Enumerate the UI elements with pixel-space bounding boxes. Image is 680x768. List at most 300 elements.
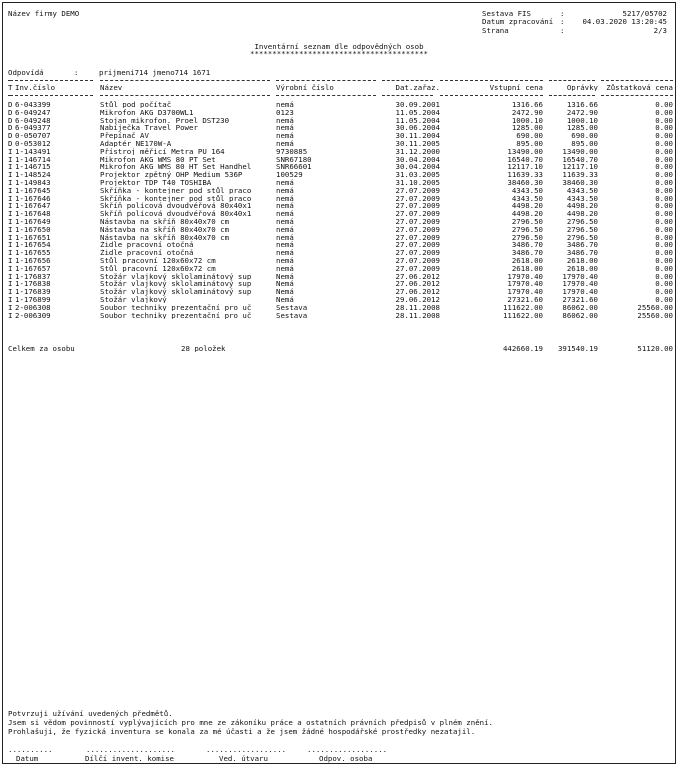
table-row — [8, 241, 674, 249]
confirmation-line: Prohlašuji, že fyzická inventura se konala za mé účasti a že jsem žádné hospodářské prostředky nezatajil. — [8, 727, 476, 736]
col-name: Název — [100, 84, 123, 92]
cell-type: I — [8, 303, 13, 312]
cell-type: I — [8, 256, 13, 265]
cell-input-price: 4343.50 — [511, 194, 543, 202]
cell-date: 31.03.2005 — [395, 171, 440, 179]
meta-value: 04.03.2020 13:20:45 — [582, 17, 667, 27]
cell-serial-number: Nemá — [276, 288, 294, 296]
header-rule — [8, 80, 13, 81]
header-rule — [382, 80, 433, 81]
cell-residual-price: 0.00 — [655, 178, 673, 187]
cell-type: I — [8, 217, 13, 226]
total-input-price: 442660.19 — [502, 345, 543, 353]
cell-serial-number: 0123 — [276, 108, 294, 117]
report-page — [2, 2, 676, 764]
cell-type: D — [8, 124, 13, 132]
cell-date: 27.07.2009 — [395, 217, 440, 226]
cell-name: Stůl pracovní 120x60x72 cm — [100, 256, 216, 265]
cell-date: 27.07.2009 — [395, 249, 440, 257]
signature-dots: .......... — [8, 745, 53, 754]
cell-input-price: 2618.00 — [511, 264, 543, 273]
cell-depreciation: 1285.00 — [566, 124, 598, 132]
cell-residual-price: 25560.00 — [637, 311, 673, 319]
cell-depreciation: 86062.00 — [562, 311, 598, 319]
cell-input-price: 4343.50 — [511, 186, 543, 195]
cell-input-price: 17970.40 — [507, 280, 543, 288]
cell-serial-number: SNR67180 — [276, 155, 312, 163]
table-row — [8, 273, 674, 281]
cell-input-price: 27321.60 — [507, 295, 543, 304]
responsible-label: Odpovídá — [8, 68, 44, 77]
cell-input-price: 1316.66 — [511, 101, 543, 109]
col-serial-number: Výrobní číslo — [276, 84, 334, 92]
cell-name: Nástavba na skříň 80x40x70 cm — [100, 233, 230, 241]
cell-depreciation: 2618.00 — [566, 256, 598, 265]
header-rule — [601, 80, 673, 81]
cell-inventory-number: 1-167656 — [15, 256, 51, 265]
meta-colon: : — [560, 9, 565, 18]
cell-depreciation: 27321.60 — [562, 295, 598, 304]
cell-inventory-number: 1-167648 — [15, 210, 51, 218]
cell-residual-price: 0.00 — [655, 280, 673, 288]
cell-depreciation: 4343.50 — [566, 194, 598, 202]
cell-date: 30.11.2004 — [395, 132, 440, 140]
cell-serial-number: Nemá — [276, 280, 294, 288]
cell-type: D — [8, 101, 13, 109]
cell-type: I — [8, 186, 13, 195]
cell-residual-price: 0.00 — [655, 249, 673, 257]
cell-serial-number: Sestava — [276, 311, 308, 319]
table-row — [8, 195, 674, 203]
header-rule — [276, 80, 376, 81]
cell-date: 30.06.2004 — [395, 124, 440, 132]
cell-residual-price: 0.00 — [655, 147, 673, 156]
cell-depreciation: 2796.50 — [566, 217, 598, 226]
cell-inventory-number: 6-049247 — [15, 108, 51, 117]
table-row — [8, 140, 674, 148]
cell-name: Přepínač AV — [100, 132, 149, 140]
cell-name: Stožár vlajkový — [100, 295, 167, 304]
confirmation-line: Potvrzuji užívání uvedených předmětů. — [8, 709, 173, 718]
cell-depreciation: 2472.90 — [566, 108, 598, 117]
cell-inventory-number: 2-006309 — [15, 311, 51, 319]
table-row — [8, 148, 674, 156]
signature-label-responsible: Odpov. osoba — [319, 754, 373, 763]
total-depreciation: 391540.19 — [557, 345, 598, 353]
cell-type: I — [8, 233, 13, 241]
cell-type: I — [8, 147, 13, 156]
cell-inventory-number: 1-176838 — [15, 280, 51, 288]
table-row — [8, 171, 674, 179]
cell-input-price: 895.00 — [516, 139, 543, 148]
cell-residual-price: 0.00 — [655, 233, 673, 241]
cell-serial-number: nemá — [276, 202, 294, 210]
cell-name: Stojan mikrofon. Proel DST230 — [100, 116, 230, 124]
cell-inventory-number: 1-167646 — [15, 194, 51, 202]
cell-inventory-number: 1-148524 — [15, 171, 51, 179]
signature-label-head: Ved. útvaru — [219, 754, 268, 763]
cell-serial-number: nemá — [276, 116, 294, 124]
cell-date: 11.05.2004 — [395, 116, 440, 124]
cell-inventory-number: 0-050707 — [15, 132, 51, 140]
table-row — [8, 304, 674, 312]
signature-label-date: Datum — [16, 754, 39, 763]
cell-input-price: 4498.20 — [511, 210, 543, 218]
cell-inventory-number: 1-146715 — [15, 163, 51, 171]
cell-serial-number: 9730885 — [276, 147, 308, 156]
cell-depreciation: 17970.40 — [562, 272, 598, 280]
cell-input-price: 11639.33 — [507, 171, 543, 179]
cell-date: 27.06.2012 — [395, 288, 440, 296]
cell-input-price: 4498.20 — [511, 202, 543, 210]
cell-inventory-number: 1-176839 — [15, 288, 51, 296]
cell-inventory-number: 1-143491 — [15, 147, 51, 156]
cell-date: 27.07.2009 — [395, 186, 440, 195]
cell-name: Skříňka - kontejner pod stůl praco — [100, 194, 252, 202]
cell-name: Židle pracovní otočná — [100, 241, 194, 249]
cell-type: I — [8, 249, 13, 257]
cell-inventory-number: 1-167650 — [15, 225, 51, 234]
cell-date: 27.07.2009 — [395, 256, 440, 265]
meta-label: Strana — [482, 25, 509, 35]
report-title-underline: **************************************** — [250, 49, 428, 58]
table-row — [8, 280, 674, 288]
cell-depreciation: 12117.10 — [562, 163, 598, 171]
cell-inventory-number: 1-146714 — [15, 155, 51, 163]
cell-date: 27.07.2009 — [395, 264, 440, 273]
header-rule — [440, 95, 543, 96]
cell-date: 27.07.2009 — [395, 194, 440, 202]
cell-type: I — [8, 155, 13, 163]
cell-name: Skříň policová dvoudvéřová 80x40x1 — [100, 202, 252, 210]
cell-serial-number: nemá — [276, 194, 294, 202]
cell-serial-number: nemá — [276, 249, 294, 257]
cell-residual-price: 0.00 — [655, 295, 673, 304]
col-depreciation: Oprávky — [566, 84, 598, 92]
cell-depreciation: 2618.00 — [566, 264, 598, 273]
cell-inventory-number: 1-149843 — [15, 178, 51, 187]
cell-name: Nástavba na skříň 80x40x70 cm — [100, 217, 230, 226]
responsible-value: prijmeni714 jmeno714 1671 — [99, 68, 211, 77]
report-meta — [482, 10, 667, 35]
cell-residual-price: 0.00 — [655, 194, 673, 202]
cell-name: Soubor techniky prezentační pro uč — [100, 311, 252, 319]
cell-type: D — [8, 116, 13, 124]
cell-serial-number: 100529 — [276, 171, 303, 179]
cell-input-price: 2618.00 — [511, 256, 543, 265]
cell-inventory-number: 1-167645 — [15, 186, 51, 195]
meta-colon: : — [560, 25, 565, 35]
table-row — [8, 296, 674, 304]
cell-residual-price: 0.00 — [655, 225, 673, 234]
cell-input-price: 2796.50 — [511, 225, 543, 234]
cell-date: 28.11.2008 — [395, 311, 440, 319]
cell-serial-number: nemá — [276, 241, 294, 249]
cell-inventory-number: 1-176899 — [15, 295, 51, 304]
cell-name: Projektor TDP T40 TOSHIBA — [100, 178, 212, 187]
table-row — [8, 226, 674, 234]
cell-date: 27.07.2009 — [395, 233, 440, 241]
cell-date: 29.06.2012 — [395, 295, 440, 304]
cell-name: Stožár vlajkový sklolaminátový sup — [100, 272, 252, 280]
cell-input-price: 2796.50 — [511, 233, 543, 241]
cell-type: I — [8, 202, 13, 210]
meta-page-number — [482, 27, 667, 35]
cell-input-price: 2796.50 — [511, 217, 543, 226]
cell-serial-number: nemá — [276, 139, 294, 148]
cell-serial-number: nemá — [276, 225, 294, 234]
cell-type: I — [8, 225, 13, 234]
cell-type: I — [8, 311, 13, 319]
col-date: Dat.zařaz. — [395, 84, 440, 92]
cell-type: D — [8, 139, 13, 148]
cell-residual-price: 0.00 — [655, 241, 673, 249]
cell-serial-number: nemá — [276, 210, 294, 218]
cell-serial-number: nemá — [276, 186, 294, 195]
signature-label-commission: Dílčí invent. komise — [85, 754, 174, 763]
cell-input-price: 111622.00 — [502, 303, 543, 312]
cell-residual-price: 0.00 — [655, 163, 673, 171]
cell-depreciation: 38460.30 — [562, 178, 598, 187]
col-inventory-number: Inv.číslo — [15, 84, 56, 92]
cell-type: I — [8, 163, 13, 171]
cell-name: Projektor zpětný OHP Medium 536P — [100, 171, 243, 179]
cell-inventory-number: 1-167655 — [15, 249, 51, 257]
cell-serial-number: nemá — [276, 178, 294, 187]
cell-type: I — [8, 264, 13, 273]
header-rule — [440, 80, 543, 81]
header-rule — [15, 80, 93, 81]
cell-name: Skříňka - kontejner pod stůl praco — [100, 186, 252, 195]
table-row — [8, 109, 674, 117]
cell-serial-number: nemá — [276, 217, 294, 226]
responsible-colon: : — [74, 68, 79, 77]
cell-serial-number: nemá — [276, 264, 294, 273]
cell-date: 27.07.2009 — [395, 241, 440, 249]
table-row — [8, 202, 674, 210]
table-row — [8, 179, 674, 187]
cell-input-price: 690.00 — [516, 132, 543, 140]
cell-depreciation: 13490.00 — [562, 147, 598, 156]
table-row — [8, 187, 674, 195]
cell-residual-price: 25560.00 — [637, 303, 673, 312]
cell-date: 27.07.2009 — [395, 210, 440, 218]
header-rule — [549, 80, 595, 81]
table-row — [8, 124, 674, 132]
cell-depreciation: 17970.40 — [562, 280, 598, 288]
cell-name: Soubor techniky prezentační pro uč — [100, 303, 252, 312]
table-row — [8, 117, 674, 125]
company-name: Název firmy DEMO — [8, 9, 80, 18]
cell-residual-price: 0.00 — [655, 155, 673, 163]
cell-residual-price: 0.00 — [655, 256, 673, 265]
cell-depreciation: 3486.70 — [566, 241, 598, 249]
cell-residual-price: 0.00 — [655, 217, 673, 226]
header-rule — [382, 95, 433, 96]
cell-residual-price: 0.00 — [655, 186, 673, 195]
cell-input-price: 13490.00 — [507, 147, 543, 156]
cell-input-price: 17970.40 — [507, 272, 543, 280]
cell-residual-price: 0.00 — [655, 210, 673, 218]
cell-depreciation: 895.00 — [571, 139, 598, 148]
cell-input-price: 3486.70 — [511, 249, 543, 257]
cell-input-price: 2472.90 — [511, 108, 543, 117]
cell-residual-price: 0.00 — [655, 288, 673, 296]
header-rule — [601, 95, 673, 96]
cell-name: Stůl pracovní 120x60x72 cm — [100, 264, 216, 273]
cell-depreciation: 11639.33 — [562, 171, 598, 179]
cell-residual-price: 0.00 — [655, 108, 673, 117]
cell-inventory-number: 6-043399 — [15, 101, 51, 109]
signature-dots: .................... — [86, 745, 175, 754]
cell-name: Mikrofon AKG D3700WL1 — [100, 108, 194, 117]
cell-name: Mikrofon AKG WMS 80 HT Set Handhel — [100, 163, 252, 171]
table-row — [8, 249, 674, 257]
header-rule — [100, 80, 270, 81]
cell-date: 27.06.2012 — [395, 272, 440, 280]
cell-input-price: 1285.00 — [511, 124, 543, 132]
cell-name: Stůl pod počítač — [100, 101, 172, 109]
cell-input-price: 12117.10 — [507, 163, 543, 171]
cell-residual-price: 0.00 — [655, 139, 673, 148]
cell-residual-price: 0.00 — [655, 272, 673, 280]
cell-residual-price: 0.00 — [655, 264, 673, 273]
cell-name: Přístroj měřicí Metra PU 164 — [100, 147, 225, 156]
cell-inventory-number: 6-049248 — [15, 116, 51, 124]
cell-date: 31.12.2000 — [395, 147, 440, 156]
table-row — [8, 257, 674, 265]
cell-input-price: 38460.30 — [507, 178, 543, 187]
cell-input-price: 16540.70 — [507, 155, 543, 163]
table-row — [8, 163, 674, 171]
cell-inventory-number: 1-167651 — [15, 233, 51, 241]
col-residual-price: Zůstatková cena — [606, 84, 673, 92]
header-rule — [100, 95, 270, 96]
confirmation-line: Jsem si vědom povinností vyplývajících pro mne ze zákoníku práce a ostatních právních předpisů v plném znění. — [8, 718, 493, 727]
cell-name: Stožár vlajkový sklolaminátový sup — [100, 280, 252, 288]
cell-name: Adaptér NE170W-A — [100, 139, 172, 148]
cell-depreciation: 1000.10 — [566, 116, 598, 124]
meta-processed-date — [482, 18, 667, 26]
cell-type: I — [8, 171, 13, 179]
cell-input-price: 17970.40 — [507, 288, 543, 296]
table-header — [8, 84, 674, 92]
cell-name: Skříň policová dvoudvéřová 80x40x1 — [100, 210, 252, 218]
signature-dots: .................. — [307, 745, 388, 754]
header-rule — [15, 95, 93, 96]
cell-type: I — [8, 280, 13, 288]
cell-serial-number: Nemá — [276, 295, 294, 304]
meta-label: Datum zpracování — [482, 17, 554, 27]
cell-depreciation: 2796.50 — [566, 233, 598, 241]
cell-date: 31.10.2005 — [395, 178, 440, 187]
responsible-person — [8, 69, 210, 76]
header-rule — [276, 95, 376, 96]
cell-date: 27.07.2009 — [395, 225, 440, 234]
total-count: 28 položek — [181, 345, 226, 353]
cell-residual-price: 0.00 — [655, 132, 673, 140]
cell-depreciation: 4498.20 — [566, 202, 598, 210]
cell-inventory-number: 1-167654 — [15, 241, 51, 249]
cell-serial-number: nemá — [276, 124, 294, 132]
col-type: T — [8, 84, 13, 92]
table-row — [8, 156, 674, 164]
cell-inventory-number: 1-167657 — [15, 264, 51, 273]
cell-inventory-number: 0-053012 — [15, 139, 51, 148]
meta-value: 5217/05702 — [622, 9, 667, 18]
cell-depreciation: 16540.70 — [562, 155, 598, 163]
table-row — [8, 234, 674, 242]
cell-date: 11.05.2004 — [395, 108, 440, 117]
table-row — [8, 210, 674, 218]
cell-input-price: 111622.00 — [502, 311, 543, 319]
cell-residual-price: 0.00 — [655, 171, 673, 179]
table-row — [8, 312, 674, 320]
total-residual-price: 51120.00 — [637, 345, 673, 353]
signature-dots: .................. — [206, 745, 287, 754]
cell-residual-price: 0.00 — [655, 202, 673, 210]
table-row — [8, 265, 674, 273]
cell-serial-number: SNR66601 — [276, 163, 312, 171]
cell-date: 27.07.2009 — [395, 202, 440, 210]
table-row — [8, 288, 674, 296]
cell-inventory-number: 1-167647 — [15, 202, 51, 210]
cell-input-price: 3486.70 — [511, 241, 543, 249]
cell-depreciation: 690.00 — [571, 132, 598, 140]
cell-type: I — [8, 178, 13, 187]
cell-depreciation: 1316.66 — [566, 101, 598, 109]
cell-serial-number: Sestava — [276, 303, 308, 312]
cell-serial-number: nemá — [276, 132, 294, 140]
report-title: Inventární seznam dle odpovědných osob — [254, 42, 424, 51]
table-row — [8, 101, 674, 109]
cell-inventory-number: 2-006308 — [15, 303, 51, 312]
cell-depreciation: 86062.00 — [562, 303, 598, 312]
cell-depreciation: 17970.40 — [562, 288, 598, 296]
cell-type: I — [8, 272, 13, 280]
total-row — [8, 345, 674, 353]
cell-input-price: 1000.10 — [511, 116, 543, 124]
table-row — [8, 132, 674, 140]
cell-type: D — [8, 132, 13, 140]
cell-residual-price: 0.00 — [655, 101, 673, 109]
cell-date: 30.11.2005 — [395, 139, 440, 148]
cell-type: I — [8, 295, 13, 304]
cell-depreciation: 4343.50 — [566, 186, 598, 195]
cell-date: 30.04.2004 — [395, 155, 440, 163]
cell-name: Mikrofon AKG WMS 80 PT Set — [100, 155, 216, 163]
cell-depreciation: 2796.50 — [566, 225, 598, 234]
cell-type: I — [8, 288, 13, 296]
header-rule — [549, 95, 595, 96]
meta-value: 2/3 — [653, 25, 667, 35]
cell-serial-number: nemá — [276, 101, 294, 109]
cell-serial-number: nemá — [276, 256, 294, 265]
meta-label: Sestava FIS — [482, 9, 531, 18]
table-body — [8, 101, 674, 319]
cell-name: Židle pracovní otočná — [100, 249, 194, 257]
cell-inventory-number: 1-167649 — [15, 217, 51, 226]
header-rule — [8, 95, 13, 96]
cell-residual-price: 0.00 — [655, 124, 673, 132]
col-input-price: Vstupní cena — [489, 84, 543, 92]
cell-type: I — [8, 194, 13, 202]
table-row — [8, 218, 674, 226]
cell-type: I — [8, 241, 13, 249]
cell-date: 28.11.2008 — [395, 303, 440, 312]
cell-residual-price: 0.00 — [655, 116, 673, 124]
cell-name: Stožár vlajkový sklolaminátový sup — [100, 288, 252, 296]
